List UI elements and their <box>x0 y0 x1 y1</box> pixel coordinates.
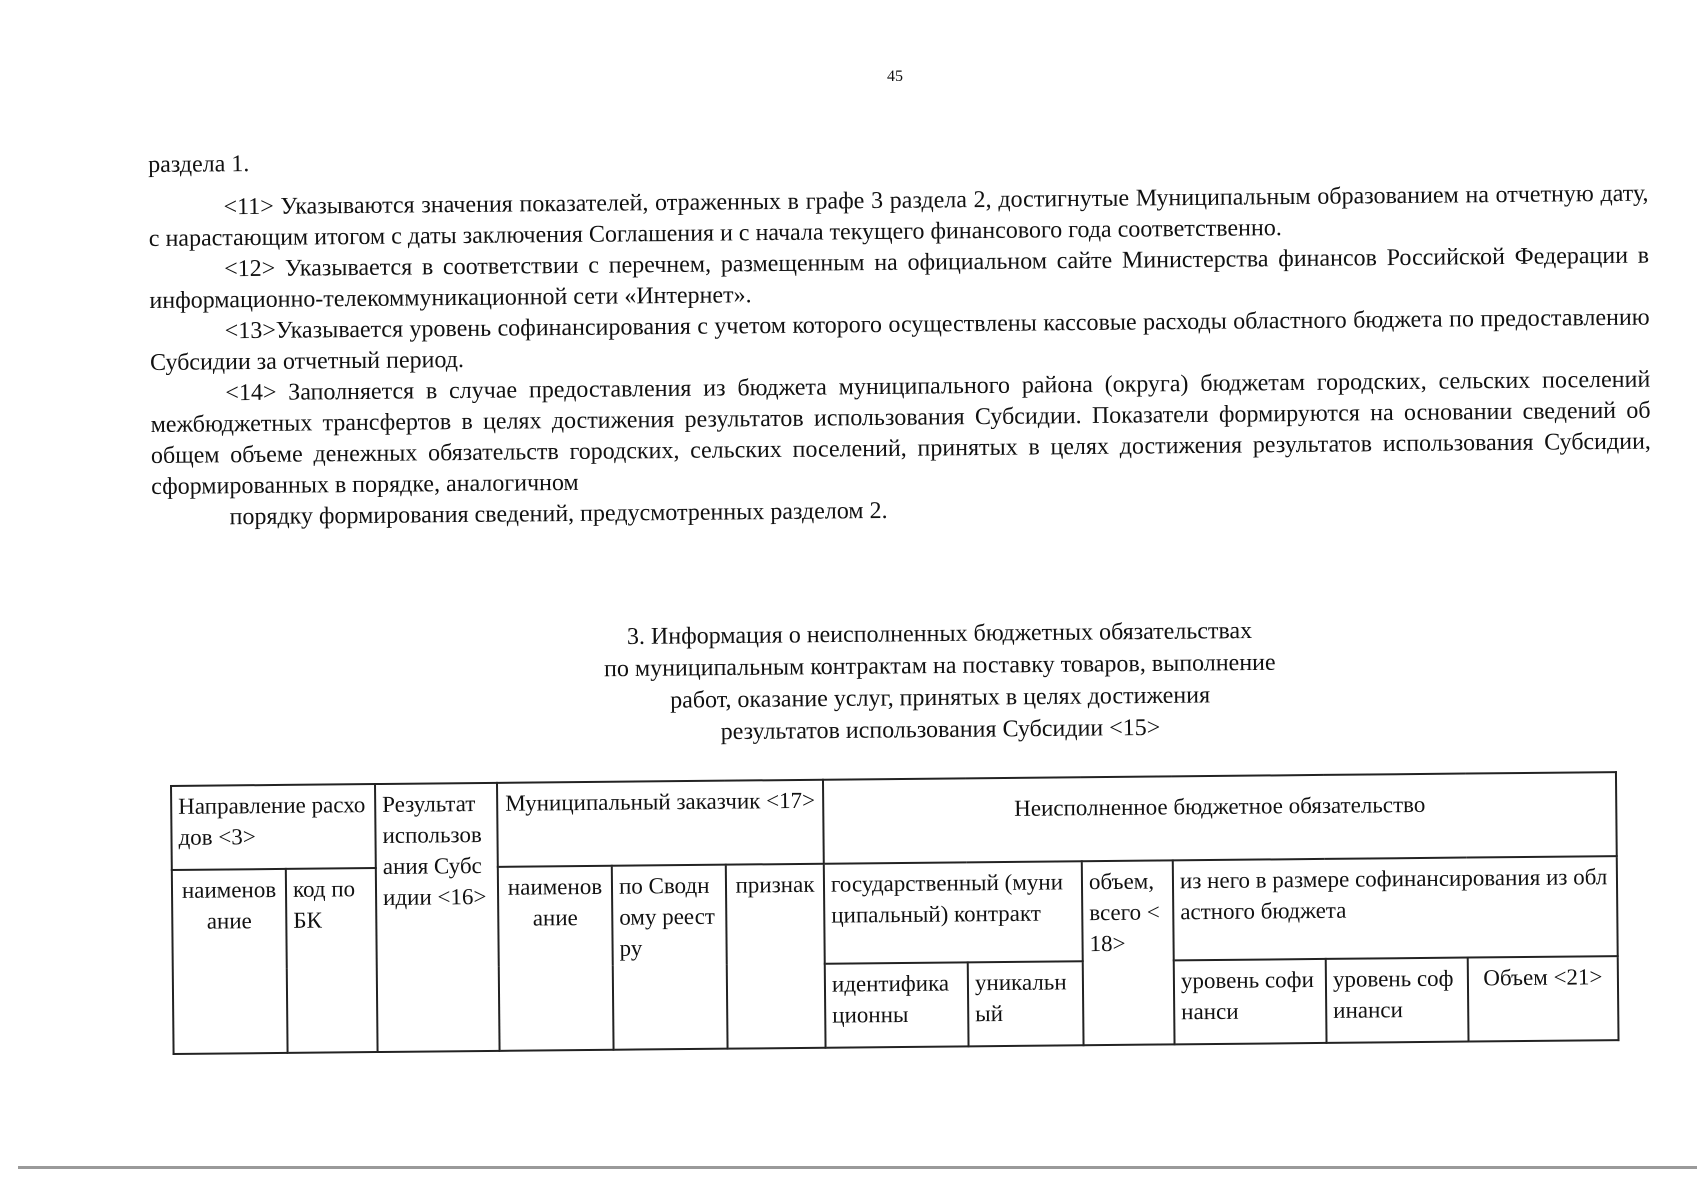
header-level-1: уровень софинанси <box>1174 959 1327 1044</box>
header-volume-21: Объем <21> <box>1468 956 1619 1041</box>
footnote-14: <14> Заполняется в случае предоставления из бюджета муниципального района (округа) бюджетам городских, сельских поселений межбюджетных трансфертов в целях достижения результатов использования Субсидии. Показатели формируются на основании сведений об общем объеме денежных обязательств городских, сельских поселений, принятых в целях достижения результатов использования Субсидии, сформированных в порядке, аналогичном <box>150 366 1651 500</box>
footnote-13: <13>Указывается уровень софинансирования с учетом которого осуществлены кассовые расходы областного бюджета по предоставлению Субсидии за отчетный период. <box>149 304 1650 376</box>
footnotes-text <box>148 136 1652 534</box>
header-result: Результат использования Субсидии <16> <box>375 783 500 1052</box>
bottom-scan-edge <box>18 1166 1697 1169</box>
section-title-line: 3. Информация о неисполненных бюджетных обязательствах <box>626 618 1253 651</box>
header-obligation: Неисполненное бюджетное обязательство <box>823 772 1617 864</box>
header-contract: государственный (муниципальный) контракт <box>824 861 1083 963</box>
header-customer-sign: признак <box>726 864 826 1049</box>
header-customer-registry: по Сводному реестру <box>612 865 728 1050</box>
header-direction: Направление расходов <3> <box>171 784 376 870</box>
section-title-line: результатов использования Субсидии <15> <box>720 714 1161 746</box>
section-title-line: работ, оказание услуг, принятых в целях достижения <box>670 682 1211 714</box>
page-number: 45 <box>887 68 903 85</box>
header-contract-unique: уникальный <box>968 961 1084 1046</box>
header-direction-name: наименование <box>172 869 288 1054</box>
paragraph-continuation: раздела 1. <box>148 151 250 178</box>
header-level-2: уровень софинанси <box>1326 958 1469 1043</box>
section-title-line: по муниципальным контрактам на поставку товаров, выполнение <box>603 649 1276 683</box>
section-3-title <box>539 614 1340 750</box>
header-contract-id: идентификационны <box>825 962 969 1047</box>
header-customer: Муниципальный заказчик <17> <box>497 780 824 867</box>
header-cofinancing: из него в размере софинансирования из областного бюджета <box>1173 856 1618 960</box>
header-customer-name: наименование <box>498 866 614 1051</box>
footnote-12: <12> Указывается в соответствии с перечнем, размещенным на официальном сайте Министерства финансов Российской Федерации в информационно-телекоммуникационной сети «Интернет». <box>149 242 1650 314</box>
footnote-11: <11> Указываются значения показателей, отраженных в графе 3 раздела 2, достигнутые Муниципальным образованием на отчетную дату, с нарастающим итогом с даты заключения Соглашения и с начала текущего финансового года соответственно. <box>148 180 1649 252</box>
header-direction-code: код по БК <box>286 868 378 1053</box>
obligations-table-wrap <box>170 771 1620 1055</box>
header-volume-total: объем, всего <18> <box>1082 860 1175 1045</box>
footnote-14-end: порядку формирования сведений, предусмотренных разделом 2. <box>229 497 888 531</box>
table-header-row <box>171 772 1617 870</box>
obligations-table <box>170 771 1620 1055</box>
